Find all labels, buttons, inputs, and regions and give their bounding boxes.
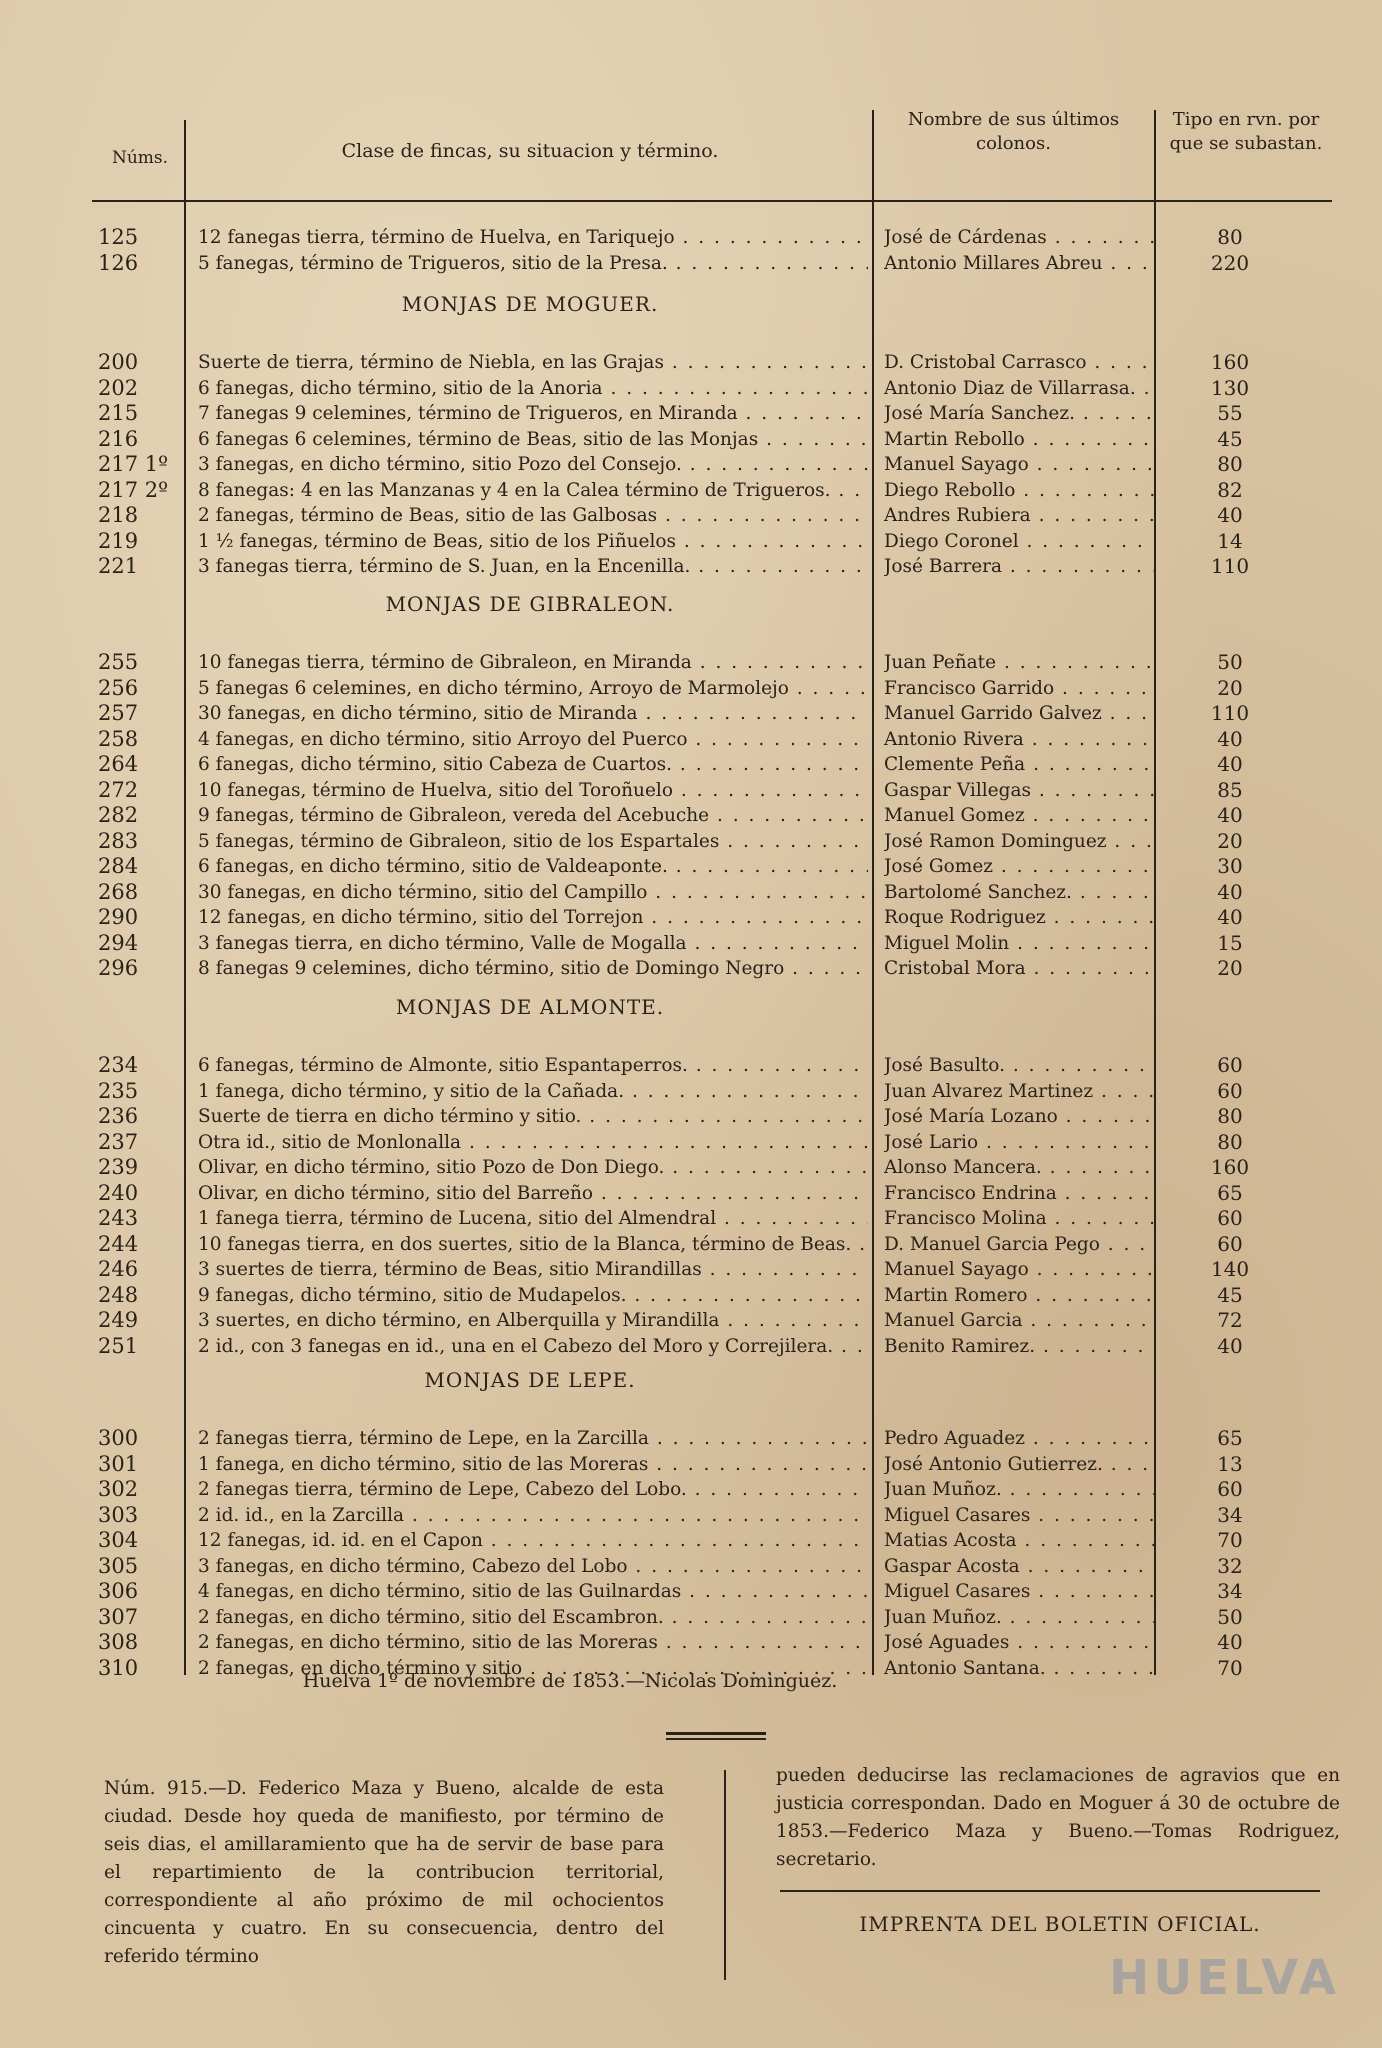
header-rule [92,200,1332,202]
section-title: MONJAS DE GIBRALEON. [385,592,675,616]
row-colono: José María Sanchez. . . . [884,401,1154,426]
header-clase: Clase de fincas, su situacion y término. [341,140,719,162]
table-row [0,503,1382,528]
table-row [0,1528,1382,1553]
row-number: 301 [98,1451,139,1476]
row-number: 256 [98,675,139,700]
row-tipo: 30 [1217,854,1243,878]
row-tipo: 50 [1217,1604,1243,1629]
row-colono: José Aguades . . . [884,1630,1154,1655]
row-tipo: 20 [1217,675,1243,700]
row-description: 2 id., con 3 fanegas en id., una en el Cabezo del Moro y Correjilera. . . . [198,1334,868,1359]
row-colono: D. Manuel Garcia Pego . . . [884,1232,1154,1257]
row-tipo: 40 [1217,905,1243,929]
row-description: 12 fanegas tierra, término de Huelva, en Tariquejo . . . [198,225,868,250]
row-colono: Manuel Sayago . . . [884,452,1154,477]
table-row [0,1630,1382,1655]
row-description: 12 fanegas, id. id. en el Capon . . . [198,1528,868,1553]
row-description: 30 fanegas, en dicho término, sitio del Campillo . . . [198,880,868,905]
table-row [0,427,1382,452]
row-description: 3 fanegas tierra, término de S. Juan, en la Encenilla. . . . [198,554,868,579]
table-row [0,350,1382,375]
archive-stamp: HUELVA [1109,1950,1340,2006]
table-row [0,931,1382,956]
row-number: 237 [98,1129,139,1154]
row-tipo: 65 [1217,1180,1243,1205]
row-tipo: 80 [1217,1129,1243,1154]
row-tipo: 45 [1217,426,1243,451]
row-tipo: 110 [1210,554,1250,578]
row-number: 264 [98,752,139,776]
row-colono: Gaspar Acosta . . . [884,1554,1154,1579]
row-colono: Juan Muñoz. . . . [884,1477,1154,1502]
row-colono: José Barrera . . . [884,554,1154,579]
table-row [0,1605,1382,1630]
row-description: 5 fanegas, término de Gibraleon, sitio de los Espartales . . . [198,829,868,854]
row-tipo: 160 [1210,350,1250,374]
row-description: 10 fanegas, término de Huelva, sitio del Toroñuelo . . . [198,778,868,803]
row-colono: Matias Acosta . . . [884,1528,1154,1553]
row-tipo: 140 [1210,1257,1250,1281]
row-number: 303 [98,1502,139,1527]
row-description: 12 fanegas, en dicho término, sitio del Torrejon . . . [198,905,868,930]
table-row [0,1079,1382,1104]
row-description: 9 fanegas, dicho término, sitio de Mudapelos. . . . [198,1283,868,1308]
row-tipo: 82 [1217,477,1243,502]
row-colono: Juan Peñate . . . [884,650,1154,675]
row-description: 1 fanega, dicho término, y sitio de la Cañada. . . . [198,1079,868,1104]
row-colono: Benito Ramirez. . . . [884,1334,1154,1359]
row-colono: Miguel Molin . . . [884,931,1154,956]
table-row [0,956,1382,981]
row-colono: José Ramon Dominguez . . . [884,829,1154,854]
row-number: 282 [98,803,139,827]
row-number: 284 [98,854,139,878]
table-row [0,650,1382,675]
row-colono: Miguel Casares . . . [884,1503,1154,1528]
row-number: 290 [98,905,139,929]
row-tipo: 20 [1217,956,1243,980]
table-row [0,452,1382,477]
row-description: 6 fanegas, dicho término, sitio de la Anoria . . . [198,376,868,401]
row-tipo: 40 [1217,879,1243,904]
table-row [0,1257,1382,1282]
row-colono: Antonio Diaz de Villarrasa. . . . [884,376,1154,401]
row-colono: José de Cárdenas . . . [884,225,1154,250]
row-description: 2 fanegas, término de Beas, sitio de las Galbosas . . . [198,503,868,528]
header-tipo: Tipo en rvn. por que se subastan. [1169,109,1323,154]
row-number: 251 [98,1333,139,1358]
row-number: 217 1º [98,452,168,476]
row-colono: D. Cristobal Carrasco . . . [884,350,1154,375]
row-number: 310 [98,1655,139,1680]
table-row [0,478,1382,503]
row-tipo: 60 [1217,1231,1243,1256]
row-number: 239 [98,1155,139,1179]
row-number: 126 [98,250,139,275]
row-colono: José Gomez . . . [884,854,1154,879]
row-number: 221 [98,554,139,578]
row-tipo: 72 [1217,1308,1243,1332]
row-tipo: 40 [1217,752,1243,776]
row-description: Suerte de tierra en dicho término y sitio. . . . [198,1104,868,1129]
table-row [0,1579,1382,1604]
row-description: 1 fanega, en dicho término, sitio de las Moreras . . . [198,1452,868,1477]
row-colono: José Antonio Gutierrez. . . . [884,1452,1154,1477]
row-number: 240 [98,1180,139,1205]
row-tipo: 20 [1217,828,1243,853]
row-number: 246 [98,1257,139,1281]
row-tipo: 34 [1217,1502,1243,1527]
row-colono: Martin Rebollo . . . [884,427,1154,452]
row-number: 268 [98,879,139,904]
row-tipo: 220 [1210,250,1250,275]
row-description: 9 fanegas, término de Gibraleon, vereda del Acebuche . . . [198,803,868,828]
row-tipo: 70 [1217,1655,1243,1680]
row-number: 217 2º [98,477,168,502]
row-description: 3 suertes de tierra, término de Beas, sitio Mirandillas . . . [198,1257,868,1282]
row-colono: Francisco Endrina . . . [884,1181,1154,1206]
row-tipo: 45 [1217,1282,1243,1307]
row-description: 10 fanegas tierra, término de Gibraleon, en Miranda . . . [198,650,868,675]
row-number: 272 [98,777,139,802]
row-tipo: 60 [1217,1053,1243,1077]
row-description: 2 fanegas, en dicho término y sitio . . . [198,1656,868,1681]
row-description: 2 id. id., en la Zarcilla . . . [198,1503,868,1528]
row-tipo: 80 [1217,225,1243,249]
row-number: 236 [98,1104,139,1128]
divider [666,1732,766,1735]
row-tipo: 40 [1217,503,1243,527]
table-row [0,251,1382,276]
row-number: 215 [98,401,139,425]
row-number: 248 [98,1282,139,1307]
row-description: Olivar, en dicho término, sitio del Barreño . . . [198,1181,868,1206]
row-tipo: 15 [1217,930,1243,955]
row-description: 2 fanegas, en dicho término, sitio del Escambron. . . . [198,1605,868,1630]
table-row [0,1554,1382,1579]
row-tipo: 55 [1217,401,1243,425]
row-number: 235 [98,1078,139,1103]
table-row [0,225,1382,250]
row-number: 305 [98,1553,139,1578]
table-row [0,701,1382,726]
row-colono: Antonio Rivera . . . [884,727,1154,752]
row-description: 6 fanegas, en dicho término, sitio de Valdeaponte. . . . [198,854,868,879]
table-row [0,1452,1382,1477]
row-description: Otra id., sitio de Monlonalla . . . [198,1130,868,1155]
row-number: 244 [98,1231,139,1256]
row-number: 219 [98,528,139,553]
row-tipo: 34 [1217,1579,1243,1603]
row-colono: Manuel Sayago . . . [884,1257,1154,1282]
row-tipo: 70 [1217,1528,1243,1552]
row-colono: Cristobal Mora . . . [884,956,1154,981]
row-description: 3 fanegas tierra, en dicho término, Valle de Mogalla . . . [198,931,868,956]
signature-line: Huelva 1º de noviembre de 1853.—Nicolas Dominguez. [302,1670,838,1692]
row-tipo: 80 [1217,1104,1243,1128]
row-tipo: 60 [1217,1078,1243,1103]
row-number: 249 [98,1308,139,1332]
row-colono: José María Lozano . . . [884,1104,1154,1129]
table-row [0,376,1382,401]
table-row [0,1503,1382,1528]
row-description: 6 fanegas, término de Almonte, sitio Espantaperros. . . . [198,1053,868,1078]
row-colono: Alonso Mancera. . . . [884,1155,1154,1180]
row-tipo: 60 [1217,1206,1243,1230]
row-colono: Martin Romero . . . [884,1283,1154,1308]
row-tipo: 32 [1217,1553,1243,1578]
row-colono: Roque Rodriguez . . . [884,905,1154,930]
row-tipo: 80 [1217,452,1243,476]
row-colono: Francisco Garrido . . . [884,676,1154,701]
table-row [0,554,1382,579]
row-description: 1 ½ fanegas, término de Beas, sitio de los Piñuelos . . . [198,529,868,554]
table-row [0,905,1382,930]
table-row [0,1426,1382,1451]
row-colono: José Basulto. . . . [884,1053,1154,1078]
row-number: 300 [98,1426,139,1450]
row-description: 3 fanegas, en dicho término, Cabezo del Lobo . . . [198,1554,868,1579]
row-colono: Antonio Millares Abreu . . . [884,251,1154,276]
row-description: 8 fanegas: 4 en las Manzanas y 4 en la Calea término de Trigueros. . . . [198,478,868,503]
row-number: 202 [98,375,139,400]
row-number: 216 [98,426,139,451]
section-title: MONJAS DE MOGUER. [401,292,659,316]
section-title: MONJAS DE LEPE. [424,1368,636,1392]
row-tipo: 40 [1217,726,1243,751]
row-colono: Gaspar Villegas . . . [884,778,1154,803]
table-row [0,727,1382,752]
row-number: 234 [98,1053,139,1077]
row-number: 258 [98,726,139,751]
row-number: 125 [98,225,139,249]
row-colono: Manuel Gomez . . . [884,803,1154,828]
row-number: 294 [98,930,139,955]
row-description: Olivar, en dicho término, sitio Pozo de Don Diego. . . . [198,1155,868,1180]
row-number: 218 [98,503,139,527]
imprenta-rule [780,1890,1320,1892]
divider-thin [666,1738,766,1740]
row-tipo: 130 [1210,375,1250,400]
row-colono: Miguel Casares . . . [884,1579,1154,1604]
row-description: 8 fanegas 9 celemines, dicho término, sitio de Domingo Negro . . . [198,956,868,981]
table-row [0,676,1382,701]
row-number: 296 [98,956,139,980]
table-row [0,778,1382,803]
row-description: Suerte de tierra, término de Niebla, en las Grajas . . . [198,350,868,375]
row-description: 3 fanegas, en dicho término, sitio Pozo del Consejo. . . . [198,452,868,477]
header-nums: Núms. [111,148,169,168]
row-tipo: 110 [1210,701,1250,725]
row-tipo: 13 [1217,1451,1243,1476]
row-colono: Francisco Molina . . . [884,1206,1154,1231]
table-row [0,803,1382,828]
table-row [0,1232,1382,1257]
row-description: 2 fanegas tierra, término de Lepe, Cabezo del Lobo. . . . [198,1477,868,1502]
row-tipo: 14 [1217,528,1243,553]
table-row [0,752,1382,777]
row-description: 1 fanega tierra, término de Lucena, sitio del Almendral . . . [198,1206,868,1231]
row-description: 5 fanegas 6 celemines, en dicho término, Arroyo de Marmolejo . . . [198,676,868,701]
row-tipo: 40 [1217,803,1243,827]
table-row [0,1053,1382,1078]
row-colono: Manuel Garcia . . . [884,1308,1154,1333]
row-description: 6 fanegas 6 celemines, término de Beas, sitio de las Monjas . . . [198,427,868,452]
row-number: 308 [98,1630,139,1654]
row-tipo: 40 [1217,1333,1243,1358]
table-row [0,1104,1382,1129]
row-number: 243 [98,1206,139,1230]
row-number: 302 [98,1477,139,1501]
row-description: 2 fanegas, en dicho término, sitio de las Moreras . . . [198,1630,868,1655]
row-tipo: 85 [1217,777,1243,802]
row-description: 5 fanegas, término de Trigueros, sitio de la Presa. . . . [198,251,868,276]
table-row [0,1283,1382,1308]
notice-left: Núm. 915.—D. Federico Maza y Bueno, alcalde de esta ciudad. Desde hoy queda de manifiesto, por término de seis dias, el amillaramiento que ha de servir de base para el repartimiento de la contribucion territorial, correspondiente al año próximo de mil ochocientos cincuenta y cuatro. En su consecuencia, dentro del referido término [104,1778,664,1967]
row-colono: Manuel Garrido Galvez . . . [884,701,1154,726]
row-number: 257 [98,701,139,725]
row-tipo: 160 [1210,1155,1250,1179]
header-nombre: Nombre de sus últimos colonos. [907,109,1120,154]
table-row [0,1308,1382,1333]
notice-right: pueden deducirse las reclamaciones de agravios que en justicia correspondan. Dado en Moguer á 30 de octubre de 1853.—Federico Maza y Bueno.—Tomas Rodriguez, secretario. [776,1765,1340,1870]
row-colono: Juan Muñoz. . . . [884,1605,1154,1630]
table-row [0,1334,1382,1359]
row-number: 304 [98,1528,139,1552]
row-description: 2 fanegas tierra, término de Lepe, en la Zarcilla . . . [198,1426,868,1451]
row-number: 255 [98,650,139,674]
table-row [0,880,1382,905]
table-row [0,1181,1382,1206]
row-number: 283 [98,828,139,853]
table-row [0,1477,1382,1502]
row-colono: Juan Alvarez Martinez . . . [884,1079,1154,1104]
row-colono: Diego Coronel . . . [884,529,1154,554]
row-description: 6 fanegas, dicho término, sitio Cabeza de Cuartos. . . . [198,752,868,777]
row-colono: Bartolomé Sanchez. . . . [884,880,1154,905]
imprenta: IMPRENTA DEL BOLETIN OFICIAL. [859,1912,1261,1936]
row-colono: José Lario . . . [884,1130,1154,1155]
table-row [0,1206,1382,1231]
table-row [0,1155,1382,1180]
row-tipo: 50 [1217,650,1243,674]
row-description: 30 fanegas, en dicho término, sitio de Miranda . . . [198,701,868,726]
row-colono: Pedro Aguadez . . . [884,1426,1154,1451]
row-colono: Diego Rebollo . . . [884,478,1154,503]
table-row [0,829,1382,854]
row-colono: Antonio Santana. . . . [884,1656,1154,1681]
row-colono: Clemente Peña . . . [884,752,1154,777]
row-tipo: 40 [1217,1630,1243,1654]
rule-notice [724,1770,726,1980]
row-description: 7 fanegas 9 celemines, término de Trigueros, en Miranda . . . [198,401,868,426]
row-number: 306 [98,1579,139,1603]
row-number: 200 [98,350,139,374]
row-colono: Andres Rubiera . . . [884,503,1154,528]
table-row [0,1130,1382,1155]
row-tipo: 65 [1217,1426,1243,1450]
row-description: 4 fanegas, en dicho término, sitio Arroyo del Puerco . . . [198,727,868,752]
row-number: 307 [98,1604,139,1629]
table-row [0,401,1382,426]
table-row [0,854,1382,879]
table-row [0,529,1382,554]
row-description: 4 fanegas, en dicho término, sitio de las Guilnardas . . . [198,1579,868,1604]
row-tipo: 60 [1217,1477,1243,1501]
section-title: MONJAS DE ALMONTE. [395,995,665,1019]
row-description: 10 fanegas tierra, en dos suertes, sitio de la Blanca, término de Beas. . . . [198,1232,868,1257]
row-description: 3 suertes, en dicho término, en Alberquilla y Mirandilla . . . [198,1308,868,1333]
